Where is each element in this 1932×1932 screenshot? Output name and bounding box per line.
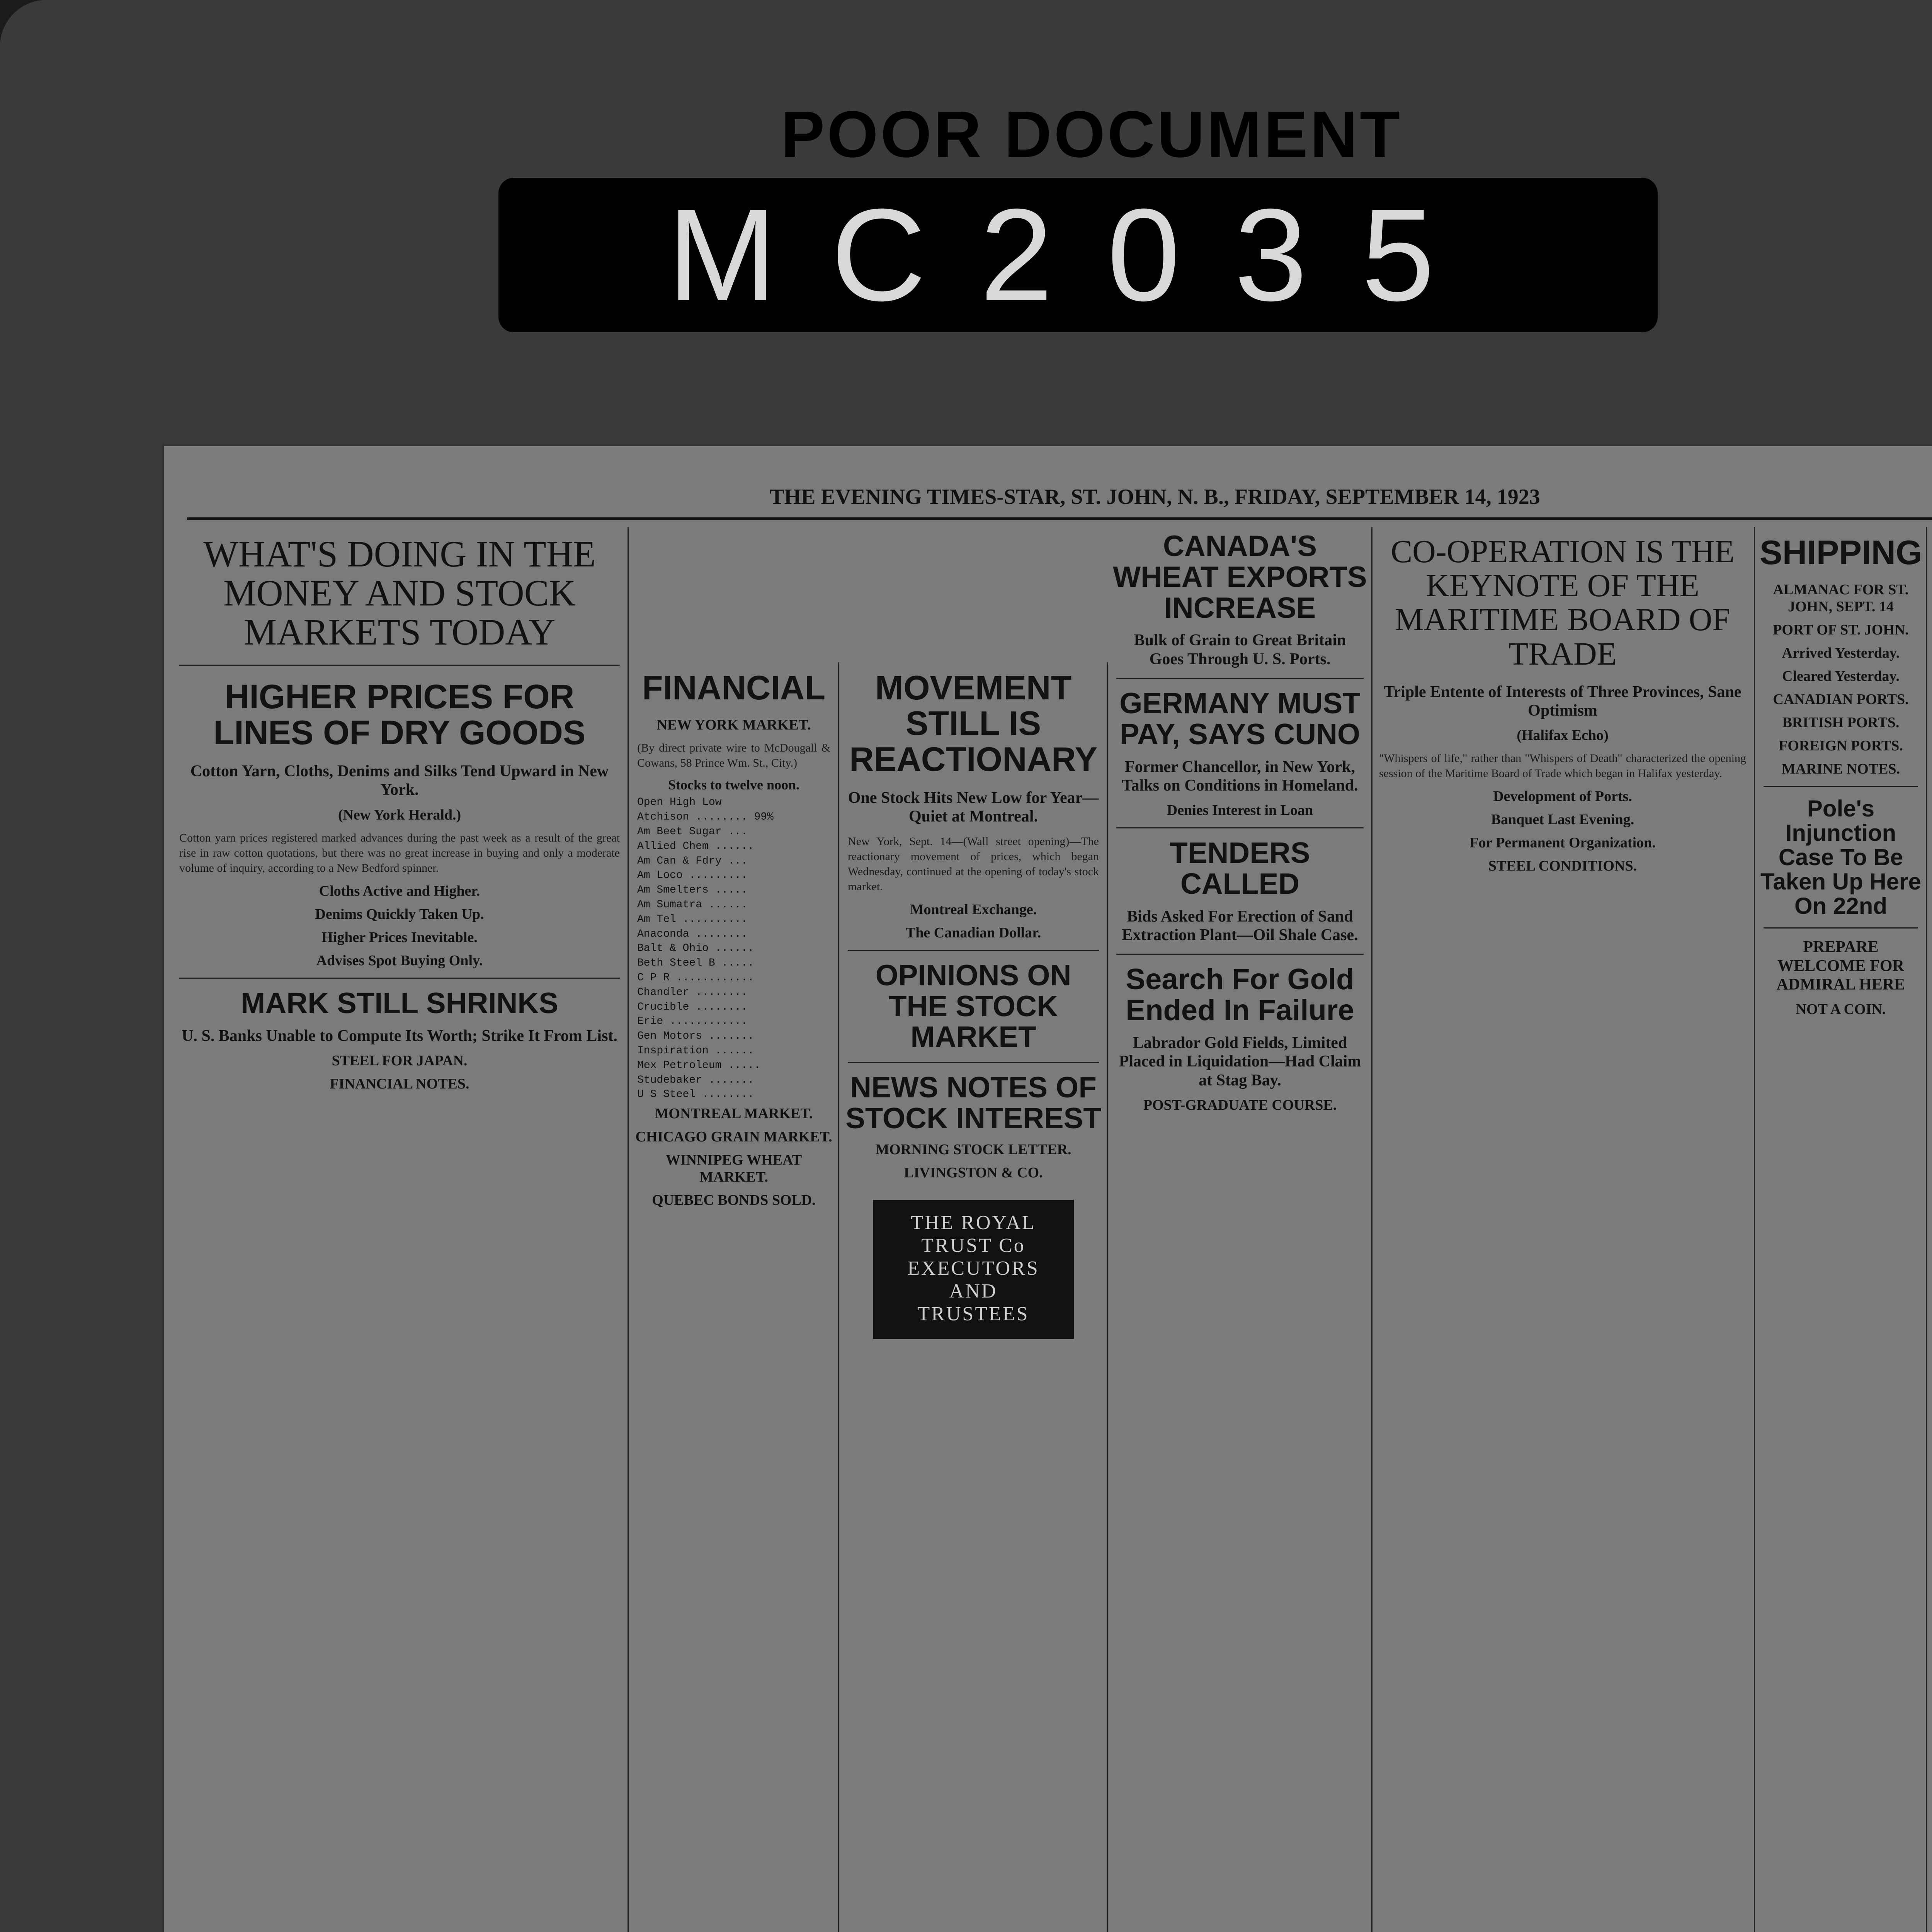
section-heading: PORT OF ST. JOHN.: [1773, 622, 1909, 638]
table-header: Open High Low: [637, 796, 722, 809]
section-heading: FOREIGN PORTS.: [1779, 738, 1903, 754]
section-heading: Higher Prices Inevitable.: [321, 929, 478, 946]
wire-note: (By direct private wire to McDougall & Cowans, 58 Prince Wm. St., City.): [637, 742, 830, 770]
subhead-mark: U. S. Banks Unable to Compute Its Worth; Strike It From List.: [182, 1027, 617, 1045]
headline-dry-goods: HIGHER PRICES FOR LINES OF DRY GOODS: [213, 677, 586, 752]
section-heading: [1928, 810, 1932, 850]
poor-document-notice: POOR DOCUMENT: [781, 98, 1402, 171]
table-row: Am Can & Fdry ...: [637, 855, 748, 867]
headline-tenders: TENDERS CALLED: [1170, 837, 1310, 900]
headline-germany: GERMANY MUST PAY, SAYS CUNO: [1119, 687, 1361, 751]
subhead-dry-goods: Cotton Yarn, Cloths, Denims and Silks Tend Upward in New York.: [190, 762, 609, 799]
section-heading: WINNIPEG WHEAT MARKET.: [665, 1152, 802, 1185]
section-heading: MONTREAL MARKET.: [655, 1105, 813, 1122]
table-row: Anaconda ........: [637, 928, 748, 940]
section-heading: NOT A COIN.: [1796, 1001, 1886, 1018]
column-2: [629, 662, 839, 1932]
article-body: Cotton yarn prices registered marked advances during the past week as a result of the great rise in raw cotton quotations, but there was no great increase in buying and only a moderate volume of inquiry, according to a New Bedford spinner.: [179, 831, 620, 874]
headline-wisconsin: [1928, 527, 1932, 689]
section-heading: Denies Interest in Loan: [1167, 802, 1313, 819]
masthead-rule: [187, 517, 1932, 520]
section-heading: BRITISH PORTS.: [1782, 714, 1900, 731]
table-row: C P R ............: [637, 971, 754, 984]
section-heading: STEEL FOR JAPAN.: [332, 1052, 468, 1069]
subhead-gold-search: Labrador Gold Fields, Limited Placed in Liquidation—Had Claim at Stag Bay.: [1119, 1034, 1361, 1089]
headline-news-notes: NEWS NOTES OF STOCK INTEREST: [845, 1071, 1101, 1135]
subhead-reactionary: One Stock Hits New Low for Year—Quiet at Montreal.: [848, 789, 1099, 826]
subhead-ny-market: NEW YORK MARKET.: [656, 717, 811, 733]
almanac: ALMANAC FOR ST. JOHN, SEPT. 14: [1773, 582, 1909, 615]
table-row: Am Beet Sugar ...: [637, 825, 748, 838]
table-row: Am Sumatra ......: [637, 898, 748, 911]
section-heading: STEEL CONDITIONS.: [1488, 858, 1637, 874]
section-heading: MORNING STOCK LETTER.: [875, 1141, 1071, 1158]
masthead: THE EVENING TIMES-STAR, ST. JOHN, N. B., FRIDAY, SEPTEMBER 14, 1923: [770, 485, 1540, 509]
table-row: Allied Chem ......: [637, 840, 754, 852]
table-row: Balt & Ohio ......: [637, 942, 754, 955]
table-row: Inspiration ......: [637, 1044, 754, 1057]
dateline: (Halifax Echo): [1517, 727, 1609, 744]
section-heading: Advises Spot Buying Only.: [316, 952, 483, 969]
column-7: [1928, 527, 1932, 1932]
section-heading: Arrived Yesterday.: [1782, 645, 1900, 662]
section-heading: QUEBEC BONDS SOLD.: [652, 1192, 816, 1209]
section-heading: The Canadian Dollar.: [905, 924, 1041, 941]
table-row: Gen Motors .......: [637, 1030, 754, 1043]
section-heading: CHICAGO GRAIN MARKET.: [635, 1129, 832, 1145]
headline-poles-injunction: Pole's Injunction Case To Be Taken Up Here On 22nd: [1760, 796, 1921, 919]
table-row: Am Tel ..........: [637, 913, 748, 925]
article-body: "Whispers of life," rather than "Whispers of Death" characterized the opening session of the Maritime Board of Trade which began in Halifax yesterday.: [1379, 752, 1746, 780]
table-title: Stocks to twelve noon.: [668, 777, 799, 793]
section-heading: [1928, 786, 1932, 810]
column-5: [1371, 527, 1755, 1932]
headline-gold-search: Search For Gold Ended In Failure: [1126, 963, 1354, 1027]
signature: LIVINGSTON & CO.: [904, 1164, 1043, 1181]
table-row: Crucible ........: [637, 1001, 748, 1013]
ad-line: TRUSTEES: [917, 1303, 1029, 1325]
column-6: [1756, 527, 1927, 1932]
table-row: Chandler ........: [637, 986, 748, 998]
headline-opinions: OPINIONS ON THE STOCK MARKET: [875, 959, 1071, 1054]
table-row: Am Loco .........: [637, 869, 748, 882]
newspaper-page: [162, 444, 1932, 1932]
subhead-germany: Former Chancellor, in New York, Talks on Conditions in Homeland.: [1122, 758, 1358, 794]
column-4: [1109, 527, 1372, 1932]
table-row: Beth Steel B .....: [637, 957, 754, 969]
column-1: [172, 527, 629, 1932]
table-row: Atchison ........ 99%: [637, 811, 774, 823]
table-row: Am Smelters .....: [637, 884, 748, 896]
ad-line: AND: [949, 1280, 998, 1302]
dateline: [1928, 689, 1932, 729]
section-heading: CANADIAN PORTS.: [1773, 691, 1909, 708]
table-row: U S Steel ........: [637, 1088, 754, 1101]
headline-english-spinners: [1928, 741, 1932, 786]
table-row: Erie ............: [637, 1015, 748, 1028]
headline-wheat-exports: CANADA'S WHEAT EXPORTS INCREASE: [1113, 530, 1367, 624]
subhead-tenders: Bids Asked For Erection of Sand Extraction Plant—Oil Shale Case.: [1122, 907, 1358, 944]
section-heading: Development of Ports.: [1493, 788, 1632, 805]
section-heading: Cleared Yesterday.: [1782, 668, 1900, 685]
section-heading: Cloths Active and Higher.: [319, 883, 480, 899]
headline-reactionary: MOVEMENT STILL IS REACTIONARY: [849, 668, 1098, 778]
headline-maritime: CO-OPERATION IS THE KEYNOTE OF THE MARITIME BOARD OF TRADE: [1391, 534, 1735, 672]
headline-mark: MARK STILL SHRINKS: [241, 986, 558, 1020]
stock-table: [629, 810, 838, 1102]
document-id-plate: MC2035: [498, 178, 1658, 332]
table-row: Mex Petroleum .....: [637, 1059, 761, 1071]
section-heading: POST-GRADUATE COURSE.: [1143, 1097, 1337, 1113]
ad-line: THE ROYAL TRUST Co: [911, 1211, 1036, 1257]
section-heading: MARINE NOTES.: [1781, 761, 1900, 777]
table-row: Studebaker .......: [637, 1074, 754, 1086]
headline-financial: FINANCIAL: [642, 668, 826, 707]
subhead-maritime: Triple Entente of Interests of Three Provinces, Sane Optimism: [1384, 683, 1742, 720]
ad-line: EXECUTORS: [907, 1257, 1039, 1279]
section-heading: For Permanent Organization.: [1469, 835, 1656, 851]
top-banner-headline: WHAT'S DOING IN THE MONEY AND STOCK MARKETS TODAY: [203, 533, 596, 653]
dateline: (New York Herald.): [338, 806, 461, 823]
headline-admiral: PREPARE WELCOME FOR ADMIRAL HERE: [1776, 938, 1905, 993]
section-heading: Banquet Last Evening.: [1491, 811, 1634, 828]
article-body: New York, Sept. 14—(Wall street opening)—The reactionary movement of prices, which began Wednesday, continued at the opening of today's stock market.: [848, 835, 1099, 893]
royal-trust-ad: [873, 1200, 1074, 1339]
headline-shipping: SHIPPING: [1760, 533, 1922, 571]
column-3: [840, 662, 1108, 1932]
section-heading: Montreal Exchange.: [910, 901, 1037, 918]
section-heading: Denims Quickly Taken Up.: [315, 906, 484, 922]
subhead-wheat-exports: Bulk of Grain to Great Britain Goes Through U. S. Ports.: [1134, 631, 1346, 668]
section-heading: FINANCIAL NOTES.: [330, 1075, 469, 1092]
